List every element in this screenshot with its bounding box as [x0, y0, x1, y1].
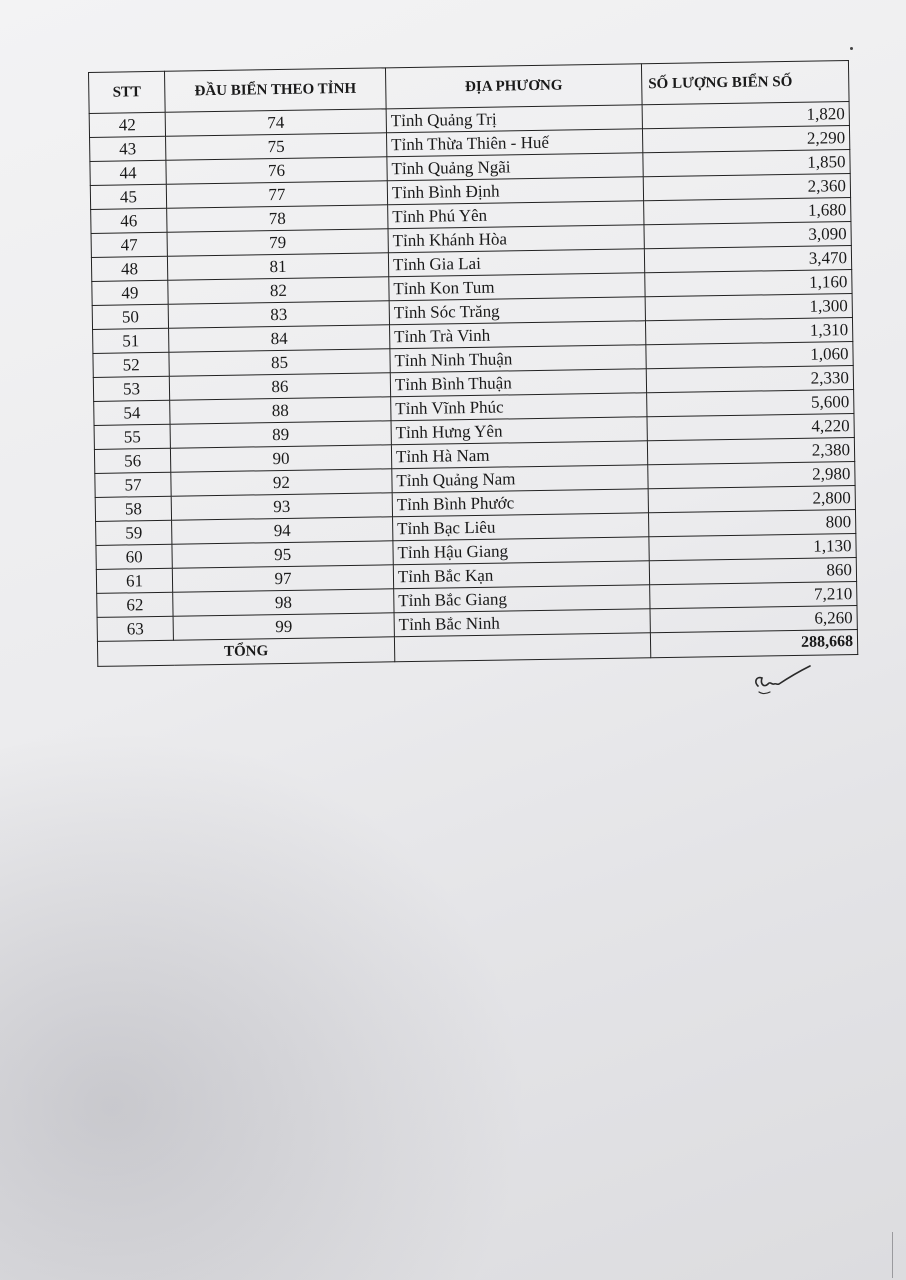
plate-code-cell: 84	[169, 325, 390, 352]
stt-cell: 54	[94, 400, 170, 425]
location-cell: Tỉnh Bắc Giang	[394, 585, 650, 613]
plate-code-cell: 98	[173, 589, 394, 616]
location-cell: Tỉnh Bình Phước	[392, 489, 648, 517]
location-cell: Tỉnh Phú Yên	[388, 201, 644, 229]
total-label: TỔNG	[97, 637, 394, 667]
stt-cell: 44	[90, 160, 166, 185]
location-cell: Tỉnh Gia Lai	[388, 249, 644, 277]
ink-mark	[850, 47, 853, 50]
plate-code-cell: 97	[172, 565, 393, 592]
location-cell: Tỉnh Hà Nam	[391, 441, 647, 469]
stt-cell: 50	[92, 304, 168, 329]
quantity-cell: 2,360	[643, 174, 850, 201]
location-cell: Tỉnh Sóc Trăng	[389, 297, 645, 325]
location-cell: Tỉnh Hậu Giang	[393, 537, 649, 565]
quantity-cell: 1,060	[646, 342, 853, 369]
stt-cell: 58	[95, 496, 171, 521]
stt-cell: 45	[90, 184, 166, 209]
plate-code-cell: 76	[166, 157, 387, 184]
stt-cell: 56	[94, 448, 170, 473]
quantity-cell: 1,850	[643, 150, 850, 177]
plate-code-cell: 82	[168, 277, 389, 304]
quantity-cell: 1,680	[644, 198, 851, 225]
location-cell: Tỉnh Ninh Thuận	[390, 345, 646, 373]
stt-cell: 55	[94, 424, 170, 449]
header-quantity: SỐ LƯỢNG BIỂN SỐ	[641, 61, 849, 105]
page-shadow	[0, 700, 560, 1280]
stt-cell: 51	[93, 328, 169, 353]
stt-cell: 60	[96, 544, 172, 569]
location-cell: Tỉnh Khánh Hòa	[388, 225, 644, 253]
plate-code-cell: 94	[172, 517, 393, 544]
plate-code-cell: 99	[173, 613, 394, 640]
plate-code-cell: 95	[172, 541, 393, 568]
plate-code-cell: 89	[170, 421, 391, 448]
signature-mark	[750, 664, 814, 704]
location-cell: Tỉnh Quảng Trị	[386, 105, 642, 133]
stt-cell: 47	[91, 232, 167, 257]
quantity-cell: 2,380	[647, 438, 854, 465]
plate-code-cell: 78	[167, 205, 388, 232]
stt-cell: 48	[91, 256, 167, 281]
plate-code-cell: 93	[171, 493, 392, 520]
quantity-cell: 7,210	[650, 581, 857, 608]
quantity-cell: 800	[648, 509, 855, 536]
stt-cell: 59	[96, 520, 172, 545]
header-plate-code: ĐẦU BIỂN THEO TỈNH	[164, 68, 386, 112]
plate-code-cell: 90	[170, 445, 391, 472]
quantity-cell: 860	[649, 557, 856, 584]
location-cell: Tỉnh Bình Thuận	[390, 369, 646, 397]
quantity-cell: 6,260	[650, 605, 857, 632]
location-cell: Tỉnh Hưng Yên	[391, 417, 647, 445]
header-stt: STT	[89, 71, 166, 113]
stt-cell: 43	[90, 136, 166, 161]
table-body	[89, 102, 857, 642]
stt-cell: 52	[93, 352, 169, 377]
plate-code-cell: 88	[170, 397, 391, 424]
quantity-cell: 4,220	[647, 414, 854, 441]
location-cell: Tỉnh Quảng Ngãi	[387, 153, 643, 181]
plate-code-cell: 83	[168, 301, 389, 328]
page-edge-line	[892, 1232, 893, 1278]
plate-code-cell: 77	[166, 181, 387, 208]
plate-code-cell: 86	[169, 373, 390, 400]
quantity-cell: 1,130	[649, 533, 856, 560]
quantity-cell: 2,330	[646, 366, 853, 393]
license-plate-table-container	[88, 60, 857, 667]
quantity-cell: 1,160	[645, 270, 852, 297]
plate-code-cell: 79	[167, 229, 388, 256]
location-cell: Tỉnh Quảng Nam	[392, 465, 648, 493]
quantity-cell: 3,090	[644, 222, 851, 249]
plate-code-cell: 74	[165, 109, 386, 136]
quantity-cell: 3,470	[644, 246, 851, 273]
plate-code-cell: 75	[166, 133, 387, 160]
stt-cell: 42	[89, 112, 165, 137]
stt-cell: 49	[92, 280, 168, 305]
quantity-cell: 5,600	[647, 390, 854, 417]
quantity-cell: 1,310	[645, 318, 852, 345]
stt-cell: 63	[97, 616, 173, 641]
quantity-cell: 2,800	[648, 486, 855, 513]
location-cell: Tỉnh Kon Tum	[389, 273, 645, 301]
stt-cell: 62	[97, 592, 173, 617]
plate-code-cell: 92	[171, 469, 392, 496]
quantity-cell: 1,300	[645, 294, 852, 321]
plate-code-cell: 85	[169, 349, 390, 376]
location-cell: Tỉnh Bắc Ninh	[394, 609, 650, 637]
stt-cell: 53	[93, 376, 169, 401]
stt-cell: 61	[96, 568, 172, 593]
location-cell: Tỉnh Bắc Kạn	[393, 561, 649, 589]
quantity-cell: 1,820	[642, 102, 849, 129]
location-cell: Tỉnh Thừa Thiên - Huế	[386, 129, 642, 157]
location-cell: Tỉnh Vĩnh Phúc	[391, 393, 647, 421]
location-cell: Tỉnh Bình Định	[387, 177, 643, 205]
stt-cell: 57	[95, 472, 171, 497]
header-location: ĐỊA PHƯƠNG	[385, 64, 642, 109]
stt-cell: 46	[91, 208, 167, 233]
quantity-cell: 2,290	[642, 126, 849, 153]
license-plate-table	[88, 60, 858, 667]
quantity-cell: 2,980	[648, 462, 855, 489]
location-cell: Tỉnh Bạc Liêu	[393, 513, 649, 541]
total-value: 288,668	[650, 629, 857, 657]
location-cell: Tỉnh Trà Vinh	[390, 321, 646, 349]
plate-code-cell: 81	[167, 253, 388, 280]
total-empty-cell	[394, 633, 650, 662]
